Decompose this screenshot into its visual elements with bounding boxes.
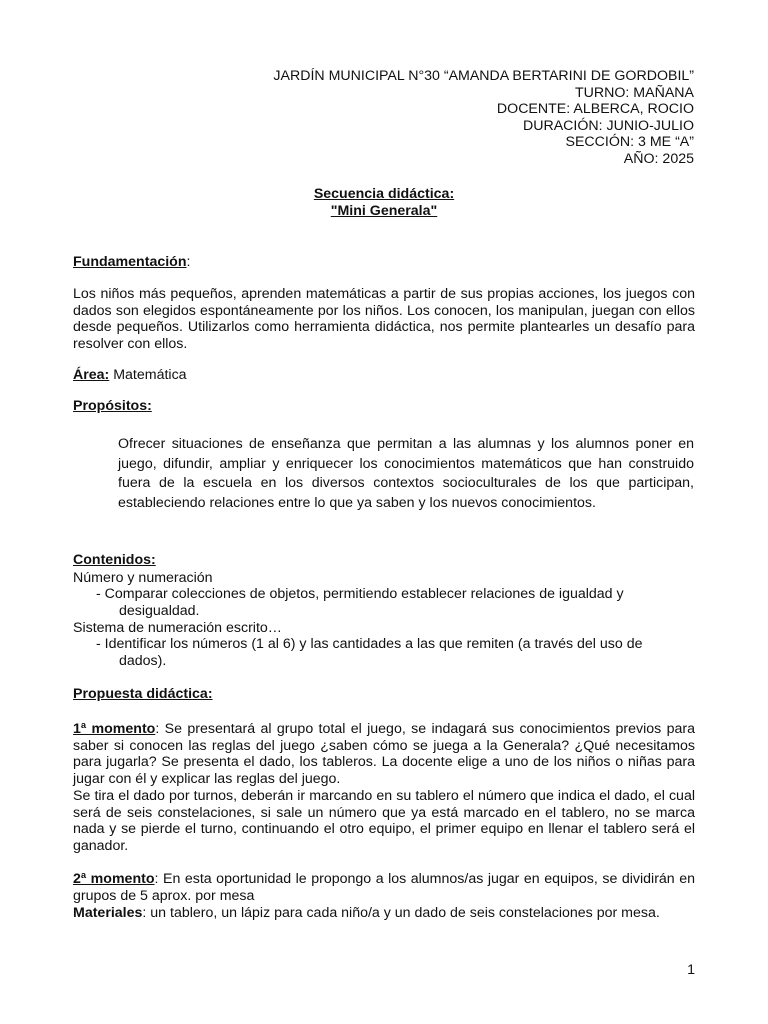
momento-2-label: 2ª momento xyxy=(73,871,155,887)
contenidos-group-2: Sistema de numeración escrito… xyxy=(73,620,282,636)
contenidos-item-2 xyxy=(73,636,695,669)
contenidos-item-1-line-1: - Comparar colecciones de objetos, permitiendo establecer relaciones de igualdad y xyxy=(96,586,624,602)
propositos-heading: Propósitos: xyxy=(73,398,152,414)
propuesta-heading: Propuesta didáctica: xyxy=(73,686,213,702)
section-line: SECCIÓN: 3 ME “A” xyxy=(565,134,694,151)
momento-1-rules-paragraph: Se tira el dado por turnos, deberán ir marcando en su tablero el número que indica el dado, el cual será de seis constelaciones, si sale un número que ya está marcado en el tablero, no se marca nada y se pierde el turno, continuando el otro equipo, el primer equipo en llenar el tablero será el ganador. xyxy=(73,788,695,854)
area-line xyxy=(73,367,695,384)
contenidos-heading: Contenidos: xyxy=(73,552,156,568)
momento-1-text: : Se presentará al grupo total el juego, se indagará sus conocimientos previos para saber si conocen las reglas del juego ¿saben cómo se juega a la Generala? ¿Qué necesitamos para jugarla? Se presenta el dado, los tableros. La docente elige a uno de los niños o niñas para jugar con él y explicar las reglas del juego. xyxy=(73,721,695,787)
momento-1-label: 1ª momento xyxy=(73,721,156,737)
contenidos-item-2-line-1: - Identificar los números (1 al 6) y las cantidades a las que remiten (a través del uso de xyxy=(96,636,643,652)
fundamentacion-paragraph: Los niños más pequeños, aprenden matemáticas a partir de sus propias acciones, los juegos con dados son elegidos espontáneamente por los niños. Los conocen, los manipulan, juegan con ellos desde pequeños. Utilizarlos como herramienta didáctica, nos permite plantearles un desafío para resolver con ellos. xyxy=(73,286,695,352)
materiales-label: Materiales xyxy=(73,905,143,921)
fundamentacion-label: Fundamentación xyxy=(73,254,187,270)
title-line-2: "Mini Generala" xyxy=(330,202,438,219)
contenidos-item-1-line-2: desigualdad. xyxy=(119,602,200,619)
fundamentacion-colon: : xyxy=(186,254,191,270)
contenidos-item-1 xyxy=(73,586,695,619)
duration-line: DURACIÓN: JUNIO-JULIO xyxy=(522,117,694,134)
momento-2-text: : En esta oportunidad le propongo a los alumnos/as jugar en equipos, se dividirán en grupos de 5 aprox. por mesa xyxy=(73,871,695,904)
title-line-1: Secuencia didáctica: xyxy=(313,186,455,202)
area-label: Área: xyxy=(73,367,110,383)
document-title xyxy=(0,186,768,219)
materiales-text: : un tablero, un lápiz para cada niño/a y un dado de seis constelaciones por mesa. xyxy=(142,905,660,921)
school-name: JARDÍN MUNICIPAL N°30 “AMANDA BERTARINI DE GORDOBIL” xyxy=(273,68,694,84)
momento-1-paragraph xyxy=(73,721,695,787)
materiales-paragraph xyxy=(73,905,695,922)
year-line: AÑO: 2025 xyxy=(623,150,694,167)
propositos-paragraph: Ofrecer situaciones de enseñanza que permitan a las alumnas y los alumnos poner en juego, difundir, ampliar y enriquecer los conocimientos matemáticos que han construido fuera de la escuela en los diversos contextos socioculturales de los que participan, estableciendo relaciones entre lo que ya saben y los nuevos conocimientos. xyxy=(118,436,694,511)
momento-2-paragraph xyxy=(73,871,695,904)
shift-line: TURNO: MAÑANA xyxy=(574,84,694,101)
area-value: Matemática xyxy=(109,367,187,383)
teacher-line: DOCENTE: ALBERCA, ROCIO xyxy=(496,101,694,118)
header-block xyxy=(273,68,694,168)
page-number: 1 xyxy=(687,962,695,978)
contenidos-item-2-line-2: dados). xyxy=(119,652,167,669)
contenidos-group-1: Número y numeración xyxy=(73,570,213,586)
fundamentacion-heading xyxy=(73,254,695,271)
